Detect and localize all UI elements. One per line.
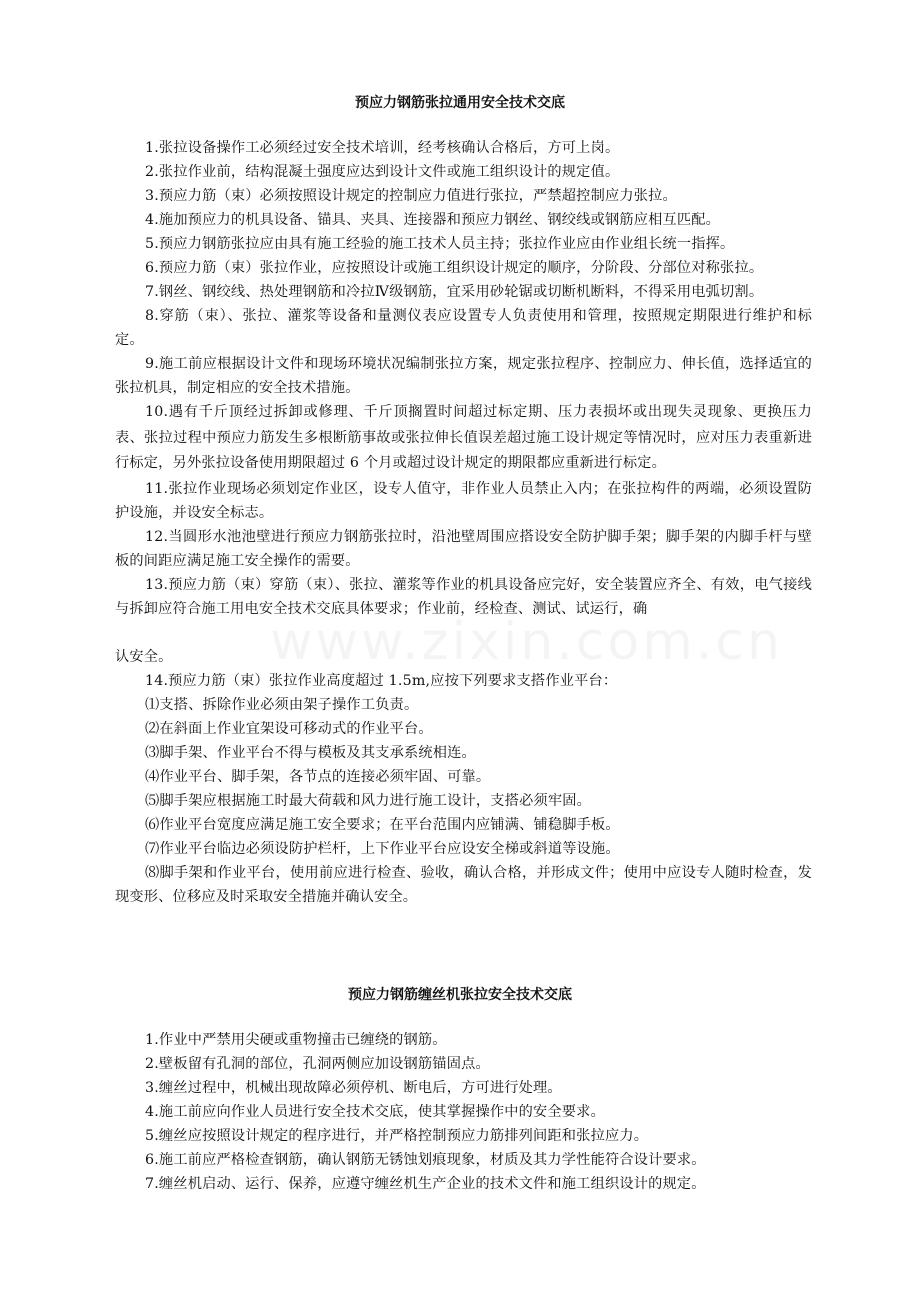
clause-14-item-4: ⑷作业平台、脚手架，各节点的连接必须牢固、可靠。 (145, 768, 491, 785)
clause-8: 8.穿筋（束）、张拉、灌浆等设备和量测仪表应设置专人负责使用和管理，按照规定期限进行维护和标定。 (115, 308, 812, 348)
clause-14-item-1: ⑴支搭、拆除作业必须由架子操作工负责。 (145, 696, 419, 713)
clause-14-item-5: ⑸脚手架应根据施工时最大荷载和风力进行施工设计，支搭必须牢固。 (145, 792, 592, 809)
clause-7: 7.缠丝机启动、运行、保养，应遵守缠丝机生产企业的技术文件和施工组织设计的规定。 (145, 1176, 706, 1192)
clause-14-item-3: ⑶脚手架、作业平台不得与模板及其支承系统相连。 (145, 744, 476, 761)
clause-2: 2.张拉作业前，结构混凝土强度应达到设计文件或施工组织设计的规定值。 (145, 164, 620, 180)
clause-3: 3.缠丝过程中，机械出现故障必须停机、断电后，方可进行处理。 (145, 1080, 562, 1096)
clause-4: 4.施工前应向作业人员进行安全技术交底，使其掌握操作中的安全要求。 (145, 1104, 605, 1120)
clause-5: 5.缠丝应按照设计规定的程序进行，并严格控制预应力筋排列间距和张拉应力。 (145, 1128, 649, 1144)
clause-3: 3.预应力筋（束）必须按照设计规定的控制应力值进行张拉，严禁超控制应力张拉。 (145, 188, 677, 204)
section-2-title: 预应力钢筋缠丝机张拉安全技术交底 (348, 987, 572, 1003)
clause-14: 14.预应力筋（束）张拉作业高度超过 1.5m,应按下列要求支搭作业平台： (145, 672, 618, 689)
clause-11: 11.张拉作业现场必须划定作业区，设专人值守，非作业人员禁止入内；在张拉构件的两端，必须设置防护设施，并设安全标志。 (115, 480, 812, 521)
clause-14-item-7: ⑺作业平台临边必须设防护栏杆，上下作业平台应设安全梯或斜道等设施。 (145, 840, 620, 857)
clause-4: 4.施加预应力的机具设备、锚具、夹具、连接器和预应力钢丝、钢绞线或钢筋应相互匹配。 (145, 212, 721, 228)
clause-7: 7.钢丝、钢绞线、热处理钢筋和冷拉Ⅳ级钢筋，宜采用砂轮锯或切断机断料，不得采用电弧切割。 (145, 284, 764, 300)
clause-6: 6.预应力筋（束）张拉作业，应按照设计或施工组织设计规定的顺序，分阶段、分部位对称张拉。 (145, 260, 764, 276)
clause-10: 10.遇有千斤顶经过拆卸或修理、千斤顶搁置时间超过标定期、压力表损坏或出现失灵现象、更换压力表、张拉过程中预应力筋发生多根断筋事故或张拉伸长值误差超过施工设计规定等情况时，应对压力表重新进行标定，另外张拉设备使用期限超过 6 个月或超过设计规定的期限都应重新进行标定。 (115, 404, 812, 472)
clause-5: 5.预应力钢筋张拉应由具有施工经验的施工技术人员主持；张拉作业应由作业组长统一指挥。 (145, 236, 735, 252)
section-1-body (115, 136, 812, 909)
section-1-title: 预应力钢筋张拉通用安全技术交底 (355, 95, 565, 111)
clause-13: 13.预应力筋（束）穿筋（束）、张拉、灌浆等作业的机具设备应完好，安全装置应齐全、有效，电气接线与拆卸应符合施工用电安全技术交底具体要求；作业前，经检查、测试、试运行，确 (115, 576, 812, 617)
clause-12: 12.当圆形水池池壁进行预应力钢筋张拉时，沿池壁周围应搭设安全防护脚手架；脚手架的内脚手杆与壁板的间距应满足施工安全操作的需要。 (115, 528, 812, 569)
clause-14-item-8: ⑻脚手架和作业平台，使用前应进行检查、验收，确认合格，并形成文件；使用中应设专人随时检查，发现变形、位移应及时采取安全措施并确认安全。 (115, 864, 812, 905)
clause-1: 1.张拉设备操作工必须经过安全技术培训，经考核确认合格后，方可上岗。 (145, 140, 620, 156)
clause-1: 1.作业中严禁用尖硬或重物撞击已缠绕的钢筋。 (145, 1032, 447, 1048)
section-2-body (115, 1028, 812, 1196)
clause-2: 2.壁板留有孔洞的部位，孔洞两侧应加设钢筋锚固点。 (145, 1056, 490, 1072)
clause-14-item-2: ⑵在斜面上作业宜架设可移动式的作业平台。 (145, 720, 433, 737)
clause-6: 6.施工前应严格检查钢筋，确认钢筋无锈蚀划痕现象，材质及其力学性能符合设计要求。 (145, 1152, 706, 1168)
clause-13-continued: 认安全。 (115, 648, 173, 665)
clause-9: 9.施工前应根据设计文件和现场环境状况编制张拉方案，规定张拉程序、控制应力、伸长值，选择适宜的张拉机具，制定相应的安全技术措施。 (115, 356, 812, 396)
clause-14-item-6: ⑹作业平台宽度应满足施工安全要求；在平台范围内应铺满、铺稳脚手板。 (145, 816, 620, 833)
